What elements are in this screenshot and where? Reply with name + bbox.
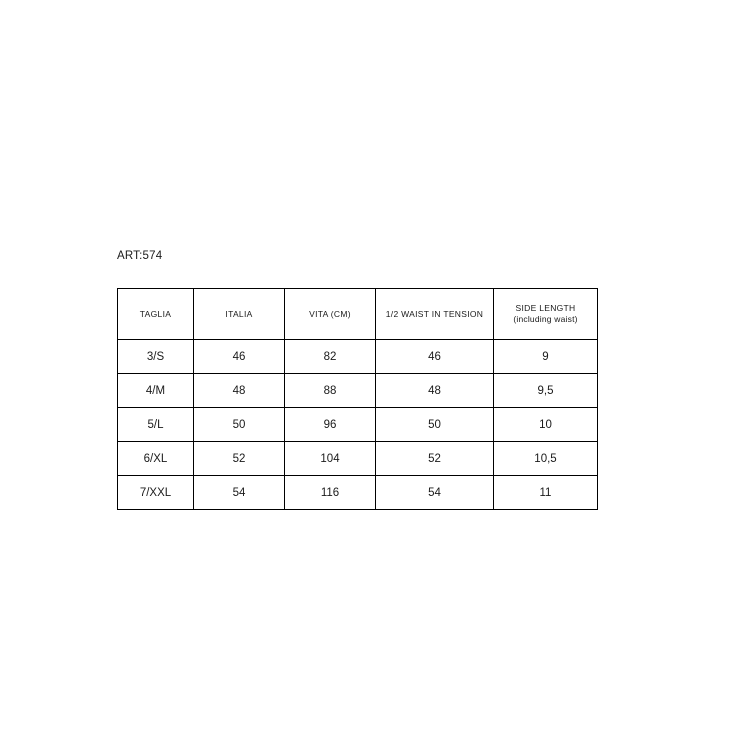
column-header-half-waist-text: 1/2 WAIST IN TENSION	[385, 308, 484, 319]
size-chart-table	[117, 288, 598, 510]
cell-side-length: 10	[494, 408, 598, 442]
cell-vita: 82	[285, 340, 376, 374]
table-row	[118, 340, 598, 374]
cell-size: 4/M	[118, 374, 194, 408]
cell-size: 6/XL	[118, 442, 194, 476]
cell-vita: 104	[285, 442, 376, 476]
cell-vita: 88	[285, 374, 376, 408]
table-header-row	[118, 289, 598, 340]
cell-side-length: 9	[494, 340, 598, 374]
cell-italia: 54	[194, 476, 285, 510]
cell-half-waist: 50	[376, 408, 494, 442]
cell-half-waist: 52	[376, 442, 494, 476]
cell-half-waist: 54	[376, 476, 494, 510]
table-row	[118, 374, 598, 408]
column-header-vita-text: VITA (CM)	[309, 308, 351, 319]
cell-vita: 116	[285, 476, 376, 510]
cell-side-length: 10,5	[494, 442, 598, 476]
cell-side-length: 11	[494, 476, 598, 510]
column-header-side-length-text: SIDE LENGTH	[515, 303, 576, 314]
cell-italia: 46	[194, 340, 285, 374]
cell-half-waist: 46	[376, 340, 494, 374]
column-header-vita	[285, 289, 376, 340]
cell-size: 5/L	[118, 408, 194, 442]
column-header-italia	[194, 289, 285, 340]
table-row	[118, 476, 598, 510]
table-row	[118, 408, 598, 442]
column-header-side-length	[494, 289, 598, 340]
cell-side-length: 9,5	[494, 374, 598, 408]
cell-half-waist: 48	[376, 374, 494, 408]
column-header-side-length-note: (including waist)	[513, 314, 578, 324]
cell-size: 7/XXL	[118, 476, 194, 510]
article-label: ART:574	[117, 250, 163, 262]
column-header-taglia	[118, 289, 194, 340]
cell-size: 3/S	[118, 340, 194, 374]
cell-italia: 50	[194, 408, 285, 442]
cell-italia: 48	[194, 374, 285, 408]
column-header-italia-text: ITALIA	[225, 308, 253, 319]
cell-vita: 96	[285, 408, 376, 442]
column-header-taglia-text: TAGLIA	[139, 308, 172, 319]
table-row	[118, 442, 598, 476]
cell-italia: 52	[194, 442, 285, 476]
column-header-half-waist	[376, 289, 494, 340]
